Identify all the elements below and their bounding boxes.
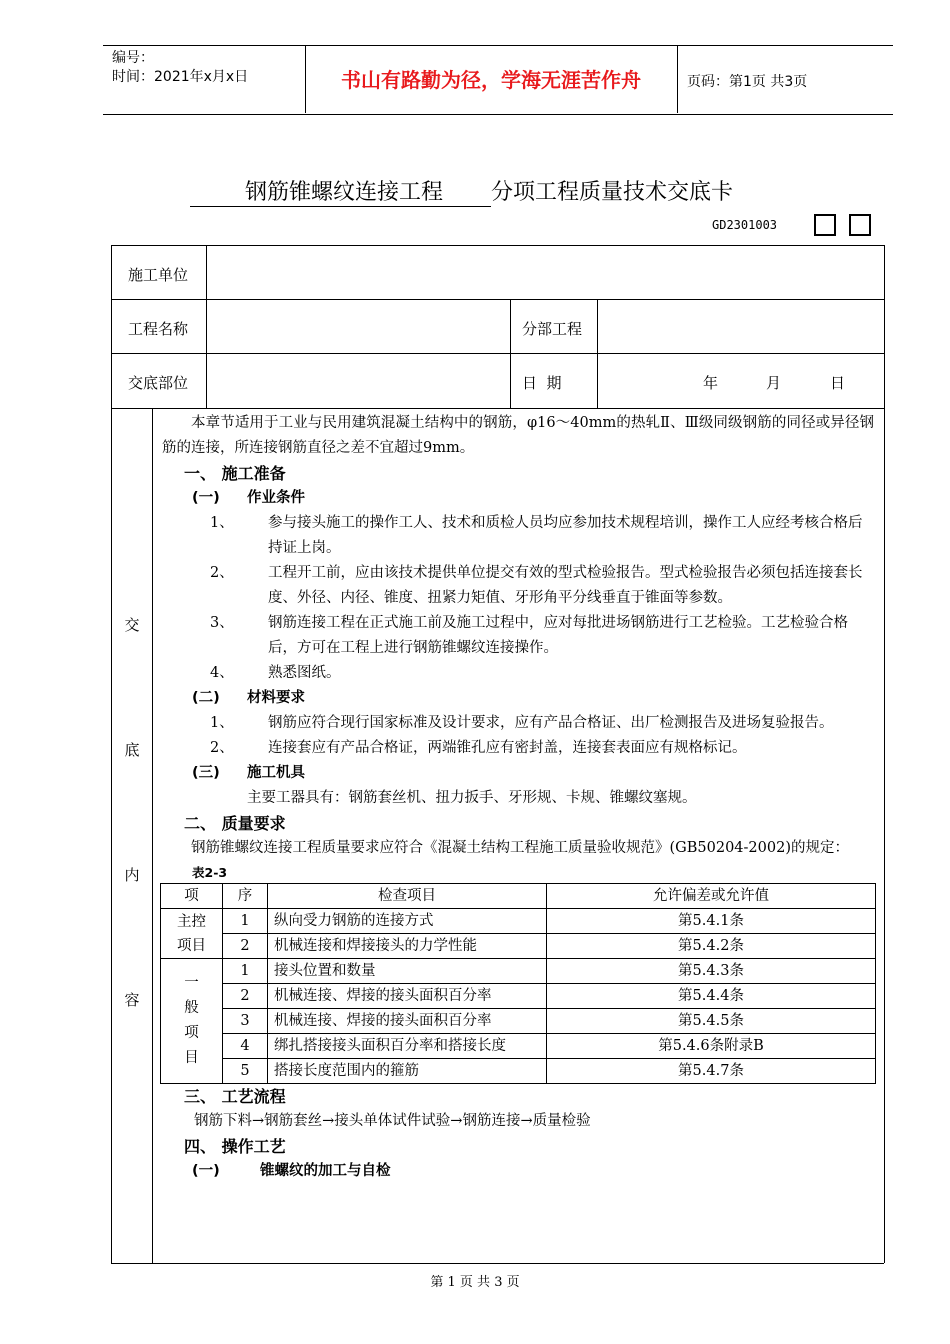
date-year: 年: [703, 374, 719, 392]
table-border: [510, 299, 511, 408]
value-cell: 第5.4.3条: [547, 959, 876, 984]
item-number: 1、: [210, 715, 234, 731]
table-row: [161, 959, 876, 984]
table-border: [597, 299, 598, 408]
side-char: 内: [124, 866, 140, 884]
intro-paragraph: 本章节适用于工业与民用建筑混凝土结构中的钢筋，φ16～40mm的热轧Ⅱ、Ⅲ级同级钢筋的同径或异径钢筋的连接，所连接钢筋直径之差不宜超过9mm。: [162, 415, 874, 456]
page-title: [190, 175, 733, 207]
value-cell: 第5.4.4条: [547, 984, 876, 1009]
date-label: 时间：2021年x月x日: [112, 69, 249, 85]
item-text: 熟悉图纸。: [268, 665, 341, 681]
list-item: [162, 661, 874, 686]
group-label: 般: [184, 1000, 199, 1016]
table-border: [111, 245, 884, 246]
column-header: 检查项目: [268, 884, 547, 909]
table-border: [111, 353, 884, 354]
item-cell: 搭接长度范围内的箍筋: [268, 1059, 547, 1084]
item-text: 参与接头施工的操作工人、技术和质检人员均应参加技术规程培训，操作工人应经考核合格后持证上岗。: [268, 515, 863, 556]
item-cell: 纵向受力钢筋的连接方式: [268, 909, 547, 934]
subsection-number: (一): [192, 490, 220, 506]
project-label: 工程名称: [128, 320, 189, 338]
number-label: 编号：: [112, 50, 154, 66]
list-item: [162, 736, 874, 761]
seq-cell: 2: [223, 984, 268, 1009]
section-heading: 二、 质量要求: [184, 814, 286, 833]
subsection-title: 作业条件: [247, 490, 305, 506]
date-field-label: 日 期: [522, 374, 562, 392]
table-row: [161, 1059, 876, 1084]
subsection-heading: [162, 1159, 874, 1184]
quality-paragraph: 钢筋锥螺纹连接工程质量要求应符合《混凝土结构工程施工质量验收规范》(GB50204-2002)的规定：: [191, 840, 849, 856]
unit-field[interactable]: [210, 250, 880, 295]
subsection-number: (三): [192, 765, 220, 781]
value-cell: 第5.4.5条: [547, 1009, 876, 1034]
item-cell: 机械连接、焊接的接头面积百分率: [268, 984, 547, 1009]
item-text: 钢筋连接工程在正式施工前及施工过程中，应对每批进场钢筋进行工艺检验。工艺检验合格后，方可在工程上进行钢筋锥螺纹连接操作。: [268, 615, 848, 656]
side-char: 容: [124, 991, 140, 1009]
list-item: [162, 611, 874, 661]
side-char: 底: [124, 741, 140, 759]
item-text: 钢筋应符合现行国家标准及设计要求，应有产品合格证、出厂检测报告及进场复验报告。: [268, 715, 834, 731]
section-heading: 一、 施工准备: [184, 464, 286, 483]
item-cell: 绑扎搭接接头面积百分率和搭接长度: [268, 1034, 547, 1059]
subsection-title: 材料要求: [247, 690, 305, 706]
header-motto: 书山有路勤为径，学海无涯苦作舟: [341, 68, 641, 92]
subproject-label: 分部工程: [522, 320, 583, 338]
subsection-title: 施工机具: [247, 765, 305, 781]
table-row: [161, 909, 876, 934]
group-label: 一: [184, 975, 199, 991]
group-cell: [161, 959, 223, 1084]
seq-cell: 5: [223, 1059, 268, 1084]
checkbox[interactable]: [849, 214, 871, 236]
item-text: 工程开工前，应由该技术提供单位提交有效的型式检验报告。型式检验报告必须包括连接套长度、外径、内径、锥度、扭紧力矩值、牙形角平分线垂直于锥面等参数。: [268, 565, 863, 606]
title-project: 钢筋锥螺纹连接工程: [190, 175, 491, 207]
value-cell: 第5.4.6条附录B: [547, 1034, 876, 1059]
section-heading: 四、 操作工艺: [184, 1137, 286, 1156]
group-label: 主控: [177, 913, 206, 930]
item-number: 3、: [210, 615, 234, 631]
group-cell: [161, 909, 223, 959]
table-border: [111, 299, 884, 300]
subsection-number: (二): [192, 690, 220, 706]
subsection-heading: [162, 761, 874, 786]
seq-cell: 1: [223, 909, 268, 934]
header-meta: [112, 49, 248, 87]
column-header: 允许偏差或允许值: [547, 884, 876, 909]
value-cell: 第5.4.2条: [547, 934, 876, 959]
table-row: [161, 934, 876, 959]
table-row: [161, 1034, 876, 1059]
group-label: 项: [184, 1025, 199, 1041]
date-day: 日: [830, 374, 846, 392]
list-item: [162, 511, 874, 561]
item-number: 4、: [210, 665, 234, 681]
header-divider: [677, 45, 678, 113]
page-info: 页码：第1页 共3页: [687, 74, 808, 90]
seq-cell: 2: [223, 934, 268, 959]
subproject-field[interactable]: [601, 304, 881, 349]
table-caption: 表2-3: [192, 865, 228, 880]
table-row: [161, 1009, 876, 1034]
group-label: 项目: [177, 937, 206, 954]
location-label: 交底部位: [128, 374, 189, 392]
table-border: [206, 245, 207, 408]
inspection-table: [160, 883, 876, 1084]
table-header-row: [161, 884, 876, 909]
subsection-heading: [162, 686, 874, 711]
list-item: [162, 711, 874, 736]
side-char: 交: [124, 616, 140, 634]
subsection-heading: [162, 486, 874, 511]
table-border: [111, 1263, 884, 1264]
table-row: [161, 984, 876, 1009]
item-number: 1、: [210, 515, 234, 531]
group-label: 目: [184, 1050, 199, 1066]
item-cell: 机械连接和焊接接头的力学性能: [268, 934, 547, 959]
checkbox[interactable]: [814, 214, 836, 236]
table-border: [884, 245, 885, 1263]
value-cell: 第5.4.1条: [547, 909, 876, 934]
tools-text: 主要工器具有：钢筋套丝机、扭力扳手、牙形规、卡规、锥螺纹塞规。: [247, 790, 697, 806]
list-item: [162, 561, 874, 611]
item-text: 连接套应有产品合格证，两端锥孔应有密封盖，连接套表面应有规格标记。: [268, 740, 747, 756]
seq-cell: 3: [223, 1009, 268, 1034]
unit-label: 施工单位: [128, 266, 189, 284]
section-heading: 三、 工艺流程: [184, 1087, 286, 1106]
seq-cell: 4: [223, 1034, 268, 1059]
column-header: 项: [161, 884, 223, 909]
document-code: GD2301003: [712, 218, 778, 232]
content-body: [162, 411, 874, 1184]
column-header: 序: [223, 884, 268, 909]
value-cell: 第5.4.7条: [547, 1059, 876, 1084]
date-month: 月: [766, 374, 782, 392]
subsection-number: (一): [192, 1163, 220, 1179]
table-border: [111, 408, 884, 409]
item-number: 2、: [210, 740, 234, 756]
subsection-title: 锥螺纹的加工与自检: [260, 1163, 391, 1179]
location-field[interactable]: [210, 358, 506, 403]
project-field[interactable]: [210, 304, 506, 349]
table-border: [152, 408, 153, 1263]
item-number: 2、: [210, 565, 234, 581]
item-cell: 接头位置和数量: [268, 959, 547, 984]
page-footer: 第 1 页 共 3 页: [430, 1275, 520, 1290]
process-flow: 钢筋下料→钢筋套丝→接头单体试件试验→钢筋连接→质量检验: [194, 1113, 591, 1129]
title-suffix: 分项工程质量技术交底卡: [491, 180, 734, 205]
item-cell: 机械连接、焊接的接头面积百分率: [268, 1009, 547, 1034]
seq-cell: 1: [223, 959, 268, 984]
